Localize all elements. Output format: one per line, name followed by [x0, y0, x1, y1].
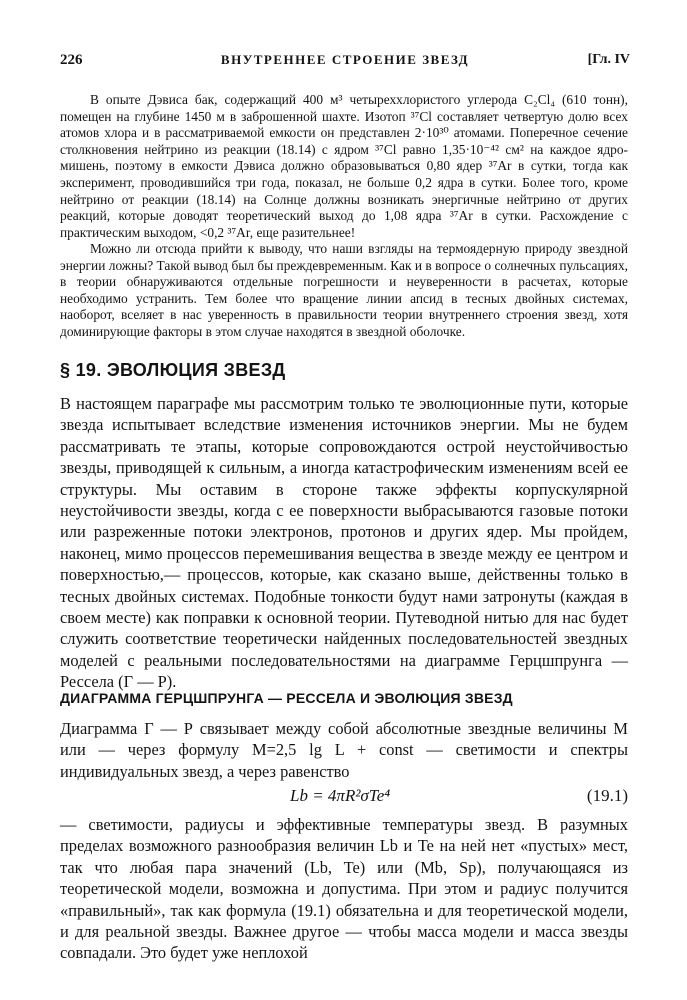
equation-number: (19.1) [586, 786, 628, 805]
section-heading: § 19. ЭВОЛЮЦИЯ ЗВЕЗД [60, 360, 286, 380]
subsection-body-1 [60, 718, 628, 782]
small-print-paragraph-2 [60, 241, 628, 341]
equation-19-1 [60, 786, 628, 808]
chapter-label: [Гл. IV [587, 52, 630, 67]
paragraph-evolution-intro: В настоящем параграфе мы рассмотрим только те эволюционные пути, которые звезда испытывает вследствие изменения источников энергии. Мы не будем рассматривать те этапы, которые сопровождаются острой неустойчивостью звезды, приводящей к сильным, а иногда катастрофическим изменениям всей ее структуры. Мы оставим в стороне также эффекты корпускулярной неустойчивости звезды, когда с ее поверхности выбрасываются газовые потоки или разреженные потоки электронов, протонов и других ядер. Мы пройдем, наконец, мимо процессов перемешивания вещества в звезде между ее центром и поверхностью,— процессов, которые, как сказано выше, действенны только в тесных двойных системах. Подобные тонкости будут нами затронуты (каждая в своем месте) как поправки к основной теории. Путеводной нитью для нас будет служить соответствие теоретически найденных последовательностей звездных моделей с реальными последовательностями на диаграмме Герцшпрунга — Рессела (Г — Р). [60, 394, 628, 692]
paragraph-hr-diagram: Диаграмма Г — Р связывает между собой абсолютные звездные величины M или — через формулу M=2,5 lg L + const — светимости и спектры индивидуальных звезд, а через равенство [60, 719, 628, 781]
paragraph-conclusion: Можно ли отсюда прийти к выводу, что наши взгляды на термоядерную природу звездной энергии ложны? Такой вывод был бы преждевременным. Как и в вопросе о солнечных пульсациях, в теории обнаруживаются отдельные погрешности и неуверенности в расчетах, которые необходимо устранить. Тем более что вращение линии апсид в тесных двойных системах, наоборот, вселяет в нас уверенность в правильности теории внутреннего строения звезд, хотя доминирующие факторы в этом случае находятся в звездной оболочке. [60, 241, 628, 339]
section-body [60, 393, 628, 693]
running-title: ВНУТРЕННЕЕ СТРОЕНИЕ ЗВЕЗД [220, 52, 470, 67]
paragraph-luminosity: — светимости, радиусы и эффективные температуры звезд. В разумных пределах возможного разнообразия величин Lb и Te на ней нет «пустых» мест, так что любая пара значений (Lb, Te) или (Mb, Sp), получающаяся из теоретической модели, возможна и допустима. При этом и радиус получится «правильный», так как формула (19.1) обязательна и для теоретической модели, и для реальной звезды. Важнее другое — чтобы масса модели и масса звезды совпадали. Это будет уже неплохой [60, 815, 628, 963]
running-header [60, 52, 630, 72]
paragraph-davis-experiment: В опыте Дэвиса бак, содержащий 400 м³ четыреххлористого углерода C₂Cl₄ (610 тонн), помещен на глубине 1450 м в заброшенной шахте. Изотоп ³⁷Cl составляет четвертую долю всех атомов хлора и в рассматриваемой емкости он представлен 2·10³⁰ атомами. Поперечное сечение столкновения нейтрино из реакции (18.14) с ядром ³⁷Cl равно 1,35·10⁻⁴² см² на каждое ядро-мишень, поэтому в емкости Дэвиса должно образовываться 0,80 ядер ³⁷Ar в сутки, тогда как эксперимент, проводившийся три года, показал, не больше 0,2 ядра в сутки. Более того, кроме нейтрино от реакции (18.14) на Солнце должны возникать энергичные нейтрино от других реакций, которые доводят теоретический выход до 1,08 ядра ³⁷Ar в сутки. Расхождение с практическим выходом, <0,2 ³⁷Ar, еще разительнее! [60, 92, 628, 240]
subsection-body-2 [60, 814, 628, 964]
subsection-heading: ДИАГРАММА ГЕРЦШПРУНГА — РЕССЕЛА И ЭВОЛЮЦИЯ ЗВЕЗД [60, 690, 513, 706]
equation-expression: Lb = 4πR²σTe⁴ [290, 786, 391, 805]
small-print-paragraph-1 [60, 92, 628, 241]
page-number: 226 [60, 52, 83, 68]
